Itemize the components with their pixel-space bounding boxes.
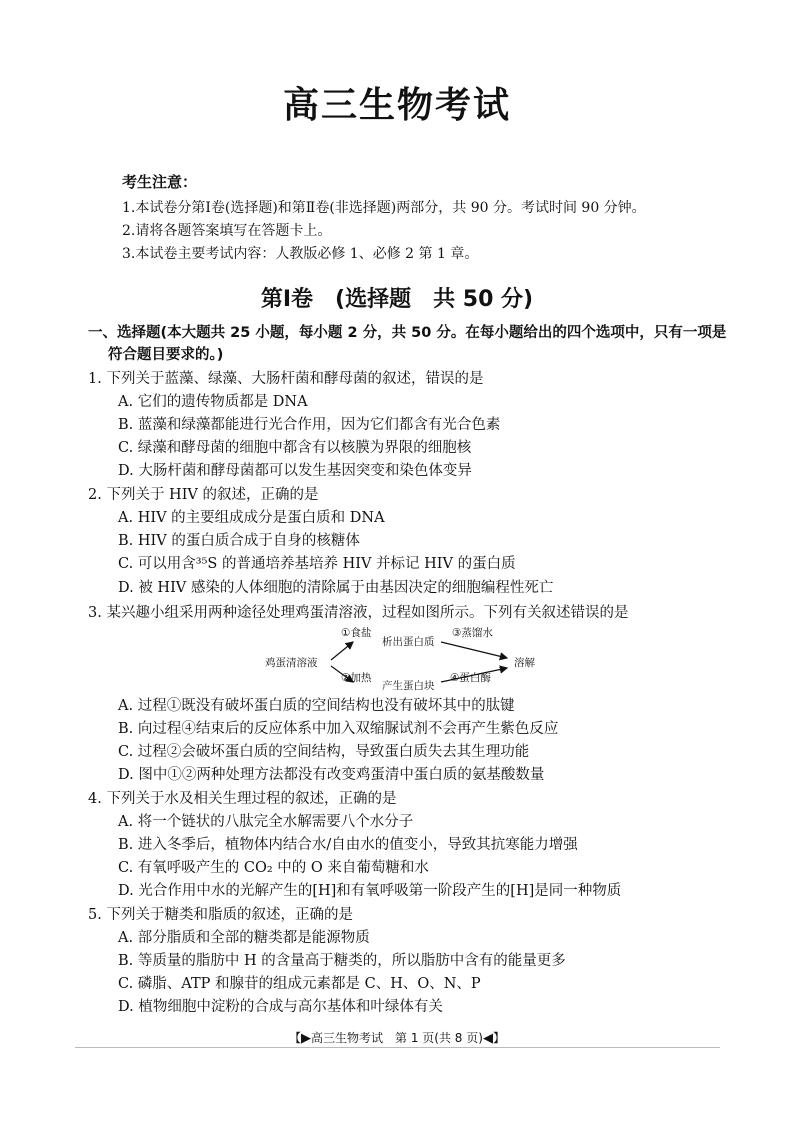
question-stem: 1. 下列关于蓝藻、绿藻、大肠杆菌和酵母菌的叙述，错误的是 [88, 371, 484, 387]
question-option: C. 过程②会破坏蛋白质的空间结构，导致蛋白质失去其生理功能 [118, 744, 530, 760]
part-title: 第Ⅰ卷 (选择题 共 50 分) [260, 287, 534, 312]
question-option: A. HIV 的主要组成成分是蛋白质和 DNA [118, 510, 385, 526]
notice-item: 2.请将各题答案填写在答题卡上。 [122, 223, 332, 239]
question-option: A. 部分脂质和全部的糖类都是能源物质 [118, 930, 370, 946]
play-left-icon: ◀ [482, 1031, 493, 1046]
question-option: D. 被 HIV 感染的人体细胞的清除属于由基因决定的细胞编程性死亡 [118, 580, 554, 596]
question-stem: 2. 下列关于 HIV 的叙述，正确的是 [88, 487, 319, 503]
diagram-upper-step: ①食盐 [341, 627, 372, 639]
question-option: B. 蓝藻和绿藻都能进行光合作用，因为它们都含有光合色素 [118, 417, 501, 433]
flow-diagram [265, 626, 555, 696]
question-option: D. 光合作用中水的光解产生的[H]和有氧呼吸第一阶段产生的[H]是同一种物质 [118, 883, 622, 899]
diagram-lower-step2: ④蛋白酶 [450, 672, 491, 684]
diagram-upper-step2: ③蒸馏水 [452, 627, 493, 639]
footer-bracket-left: 【 [289, 1031, 302, 1045]
question-stem: 3. 某兴趣小组采用两种途径处理鸡蛋清溶液，过程如图所示。下列有关叙述错误的是 [88, 605, 629, 621]
question-option: D. 图中①②两种处理方法都没有改变鸡蛋清中蛋白质的氨基酸数量 [118, 767, 545, 783]
arrow-upper-2 [441, 642, 507, 658]
question-option: A. 过程①既没有破坏蛋白质的空间结构也没有破坏其中的肽键 [118, 698, 515, 714]
diagram-start: 鸡蛋清溶液 [265, 657, 318, 669]
question-option: B. 向过程④结束后的反应体系中加入双缩脲试剂不会再产生紫色反应 [118, 721, 559, 737]
notice-item: 1.本试卷分第Ⅰ卷(选择题)和第Ⅱ卷(非选择题)两部分，共 90 分。考试时间 90 分钟。 [122, 200, 646, 216]
question-option: C. 有氧呼吸产生的 CO₂ 中的 O 来自葡萄糖和水 [118, 860, 429, 876]
diagram-upper-product: 析出蛋白质 [382, 636, 435, 648]
section-heading [88, 322, 738, 366]
notice-heading: 考生注意： [122, 173, 198, 191]
section-heading-line: 一、选择题(本大题共 25 小题，每小题 2 分，共 50 分。在每小题给出的四个选项中，只有一项是 [88, 325, 727, 341]
page-title: 高三生物考试 [282, 85, 511, 126]
diagram-end: 溶解 [514, 657, 535, 669]
diagram-lower-step: ②加热 [341, 672, 372, 684]
page-footer [0, 1031, 794, 1046]
notice-item: 3.本试卷主要考试内容：人教版必修 1、必修 2 第 1 章。 [122, 246, 479, 262]
question-option: A. 它们的遗传物质都是 DNA [118, 394, 308, 410]
footer-page-info: 高三生物考试 第 1 页(共 8 页) [311, 1031, 483, 1045]
question-stem: 5. 下列关于糖类和脂质的叙述，正确的是 [88, 907, 353, 923]
diagram-lower-product: 产生蛋白块 [382, 680, 435, 692]
footer-divider [75, 1047, 720, 1048]
question-option: D. 大肠杆菌和酵母菌都可以发生基因突变和染色体变异 [118, 463, 472, 479]
section-heading-line: 符合题目要求的。) [108, 347, 224, 363]
question-option: D. 植物细胞中淀粉的合成与高尔基体和叶绿体有关 [118, 999, 443, 1015]
question-option: B. HIV 的蛋白质合成于自身的核糖体 [118, 533, 360, 549]
question-option: A. 将一个链状的八肽完全水解需要八个水分子 [118, 814, 414, 830]
question-option: C. 可以用含³⁵S 的普通培养基培养 HIV 并标记 HIV 的蛋白质 [118, 556, 516, 572]
play-right-icon: ▶ [301, 1031, 312, 1046]
question-option: C. 磷脂、ATP 和腺苷的组成元素都是 C、H、O、N、P [118, 976, 481, 992]
question-stem: 4. 下列关于水及相关生理过程的叙述，正确的是 [88, 791, 397, 807]
question-option: C. 绿藻和酵母菌的细胞中都含有以核膜为界限的细胞核 [118, 440, 472, 456]
arrow-upper-1 [331, 642, 353, 660]
question-option: B. 等质量的脂肪中 H 的含量高于糖类的，所以脂肪中含有的能量更多 [118, 953, 566, 969]
footer-bracket-right: 】 [492, 1031, 505, 1045]
question-option: B. 进入冬季后，植物体内结合水/自由水的值变小，导致其抗寒能力增强 [118, 837, 578, 853]
